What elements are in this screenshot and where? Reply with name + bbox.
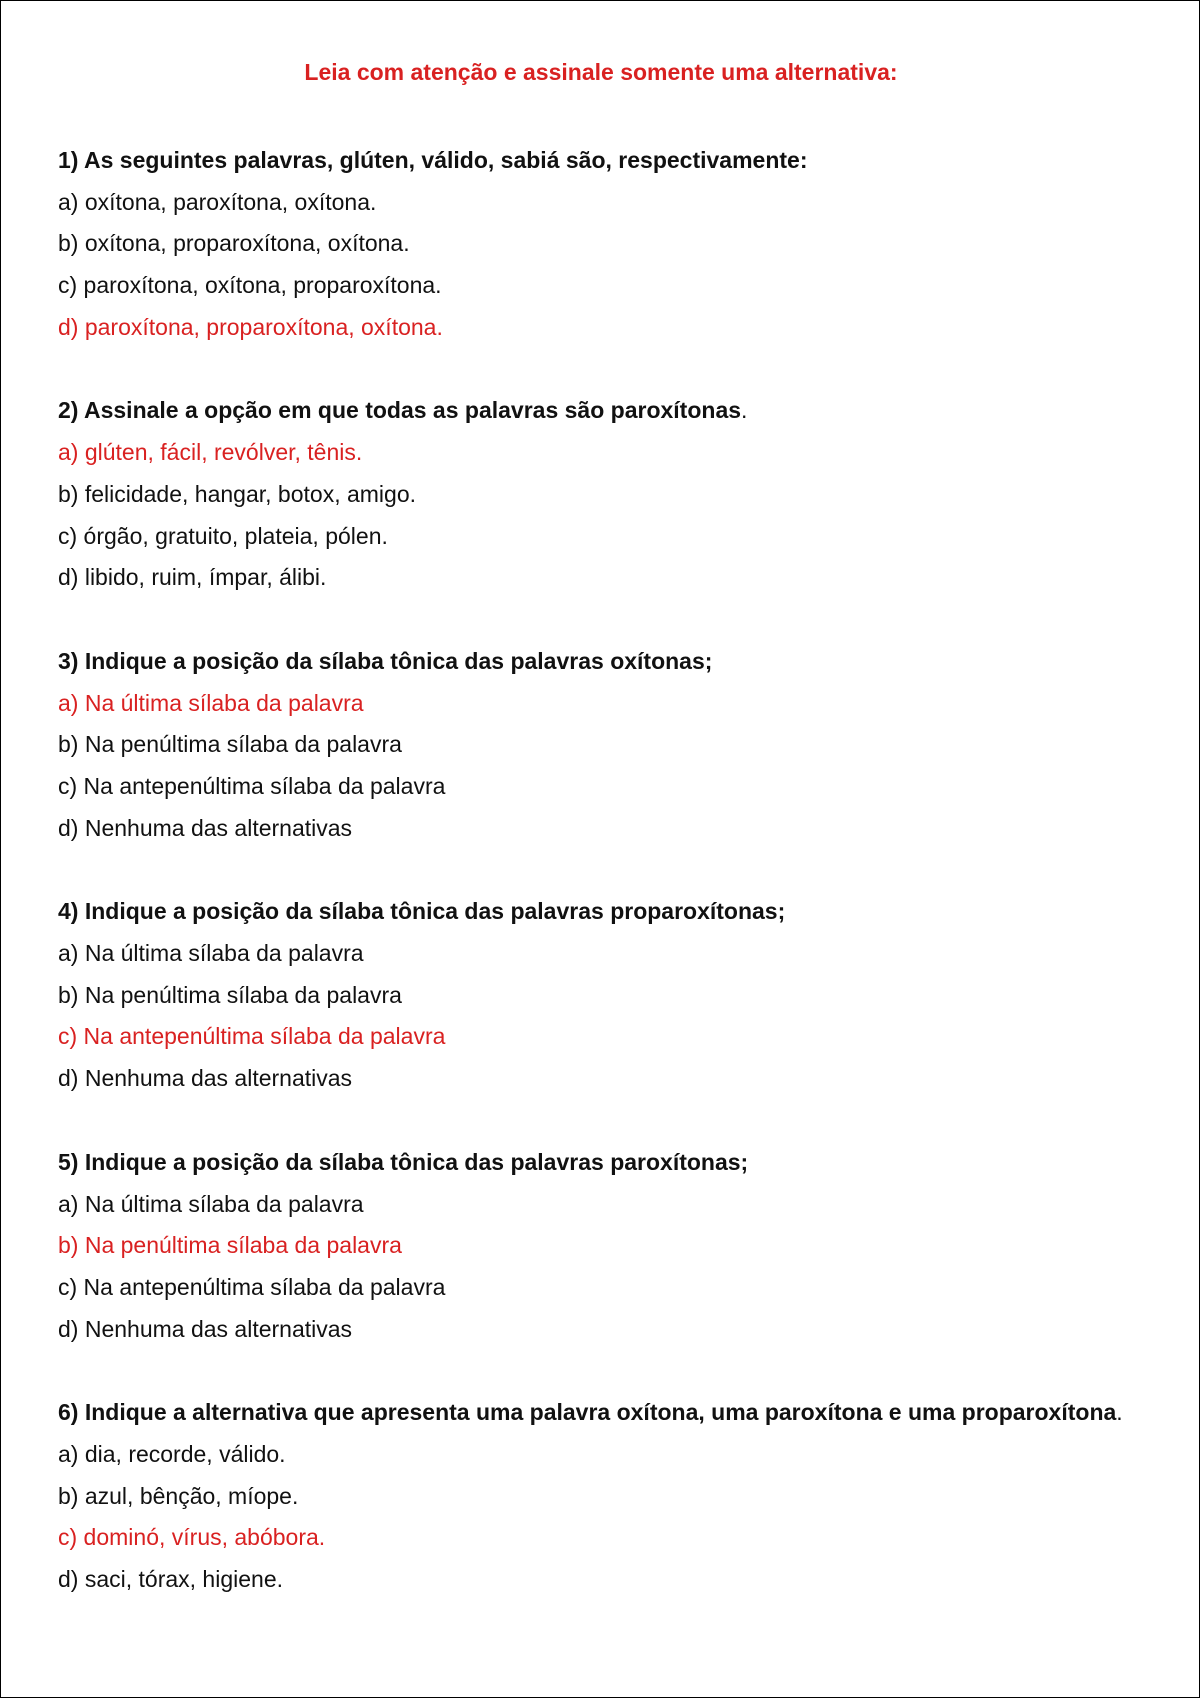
option-c[interactable]: c) paroxítona, oxítona, proparoxítona. xyxy=(58,272,442,299)
option-d[interactable]: d) Nenhuma das alternativas xyxy=(58,1315,353,1342)
question-4 xyxy=(58,891,1148,1099)
option-a[interactable]: a) oxítona, paroxítona, oxítona. xyxy=(58,188,377,215)
option-a[interactable]: a) dia, recorde, válido. xyxy=(58,1440,286,1467)
option-d[interactable]: d) libido, ruim, ímpar, álibi. xyxy=(58,564,327,591)
question-text xyxy=(58,891,1148,933)
option-b[interactable]: b) azul, bênção, míope. xyxy=(58,1482,299,1509)
question-2 xyxy=(58,390,1148,598)
question-text-main: 2) Assinale a opção em que todas as palavras são paroxítonas xyxy=(58,397,742,424)
question-5 xyxy=(58,1142,1148,1350)
option-a[interactable]: a) Na última sílaba da palavra xyxy=(58,689,364,716)
question-text xyxy=(58,641,1148,683)
option-c[interactable]: c) dominó, vírus, abóbora. xyxy=(58,1524,326,1551)
question-text-tail: . xyxy=(1116,1399,1123,1426)
question-text-main: 3) Indique a posição da sílaba tônica das palavras oxítonas; xyxy=(58,647,713,674)
question-text xyxy=(58,1392,1148,1434)
option-b[interactable]: b) oxítona, proparoxítona, oxítona. xyxy=(58,230,410,257)
option-b[interactable]: b) Na penúltima sílaba da palavra xyxy=(58,981,402,1008)
option-d[interactable]: d) Nenhuma das alternativas xyxy=(58,1065,353,1092)
option-b[interactable]: b) felicidade, hangar, botox, amigo. xyxy=(58,480,417,507)
question-3 xyxy=(58,641,1148,849)
option-a[interactable]: a) Na última sílaba da palavra xyxy=(58,940,364,967)
question-text-main: 4) Indique a posição da sílaba tônica das palavras proparoxítonas; xyxy=(58,898,786,925)
question-1 xyxy=(58,140,1148,348)
option-c[interactable]: c) órgão, gratuito, plateia, pólen. xyxy=(58,522,388,549)
page-title: Leia com atenção e assinale somente uma alternativa: xyxy=(304,59,898,85)
option-d[interactable]: d) saci, tórax, higiene. xyxy=(58,1566,284,1593)
question-text xyxy=(58,1142,1148,1184)
question-text xyxy=(58,390,1148,432)
option-a[interactable]: a) Na última sílaba da palavra xyxy=(58,1190,364,1217)
option-c[interactable]: c) Na antepenúltima sílaba da palavra xyxy=(58,1273,446,1300)
question-text-main: 5) Indique a posição da sílaba tônica das palavras paroxítonas; xyxy=(58,1148,749,1175)
question-text xyxy=(58,140,1148,182)
option-b[interactable]: b) Na penúltima sílaba da palavra xyxy=(58,1232,402,1259)
question-list xyxy=(58,140,1148,1643)
option-a[interactable]: a) glúten, fácil, revólver, tênis. xyxy=(58,439,363,466)
question-text-main: 6) Indique a alternativa que apresenta uma palavra oxítona, uma paroxítona e uma proparoxítona xyxy=(58,1399,1117,1426)
option-d[interactable]: d) Nenhuma das alternativas xyxy=(58,814,353,841)
option-c[interactable]: c) Na antepenúltima sílaba da palavra xyxy=(58,1023,446,1050)
option-b[interactable]: b) Na penúltima sílaba da palavra xyxy=(58,731,402,758)
question-text-tail: . xyxy=(741,397,748,424)
option-c[interactable]: c) Na antepenúltima sílaba da palavra xyxy=(58,772,446,799)
question-6 xyxy=(58,1392,1148,1600)
option-d[interactable]: d) paroxítona, proparoxítona, oxítona. xyxy=(58,313,443,340)
question-text-main: 1) As seguintes palavras, glúten, válido, sabiá são, respectivamente: xyxy=(58,147,808,173)
